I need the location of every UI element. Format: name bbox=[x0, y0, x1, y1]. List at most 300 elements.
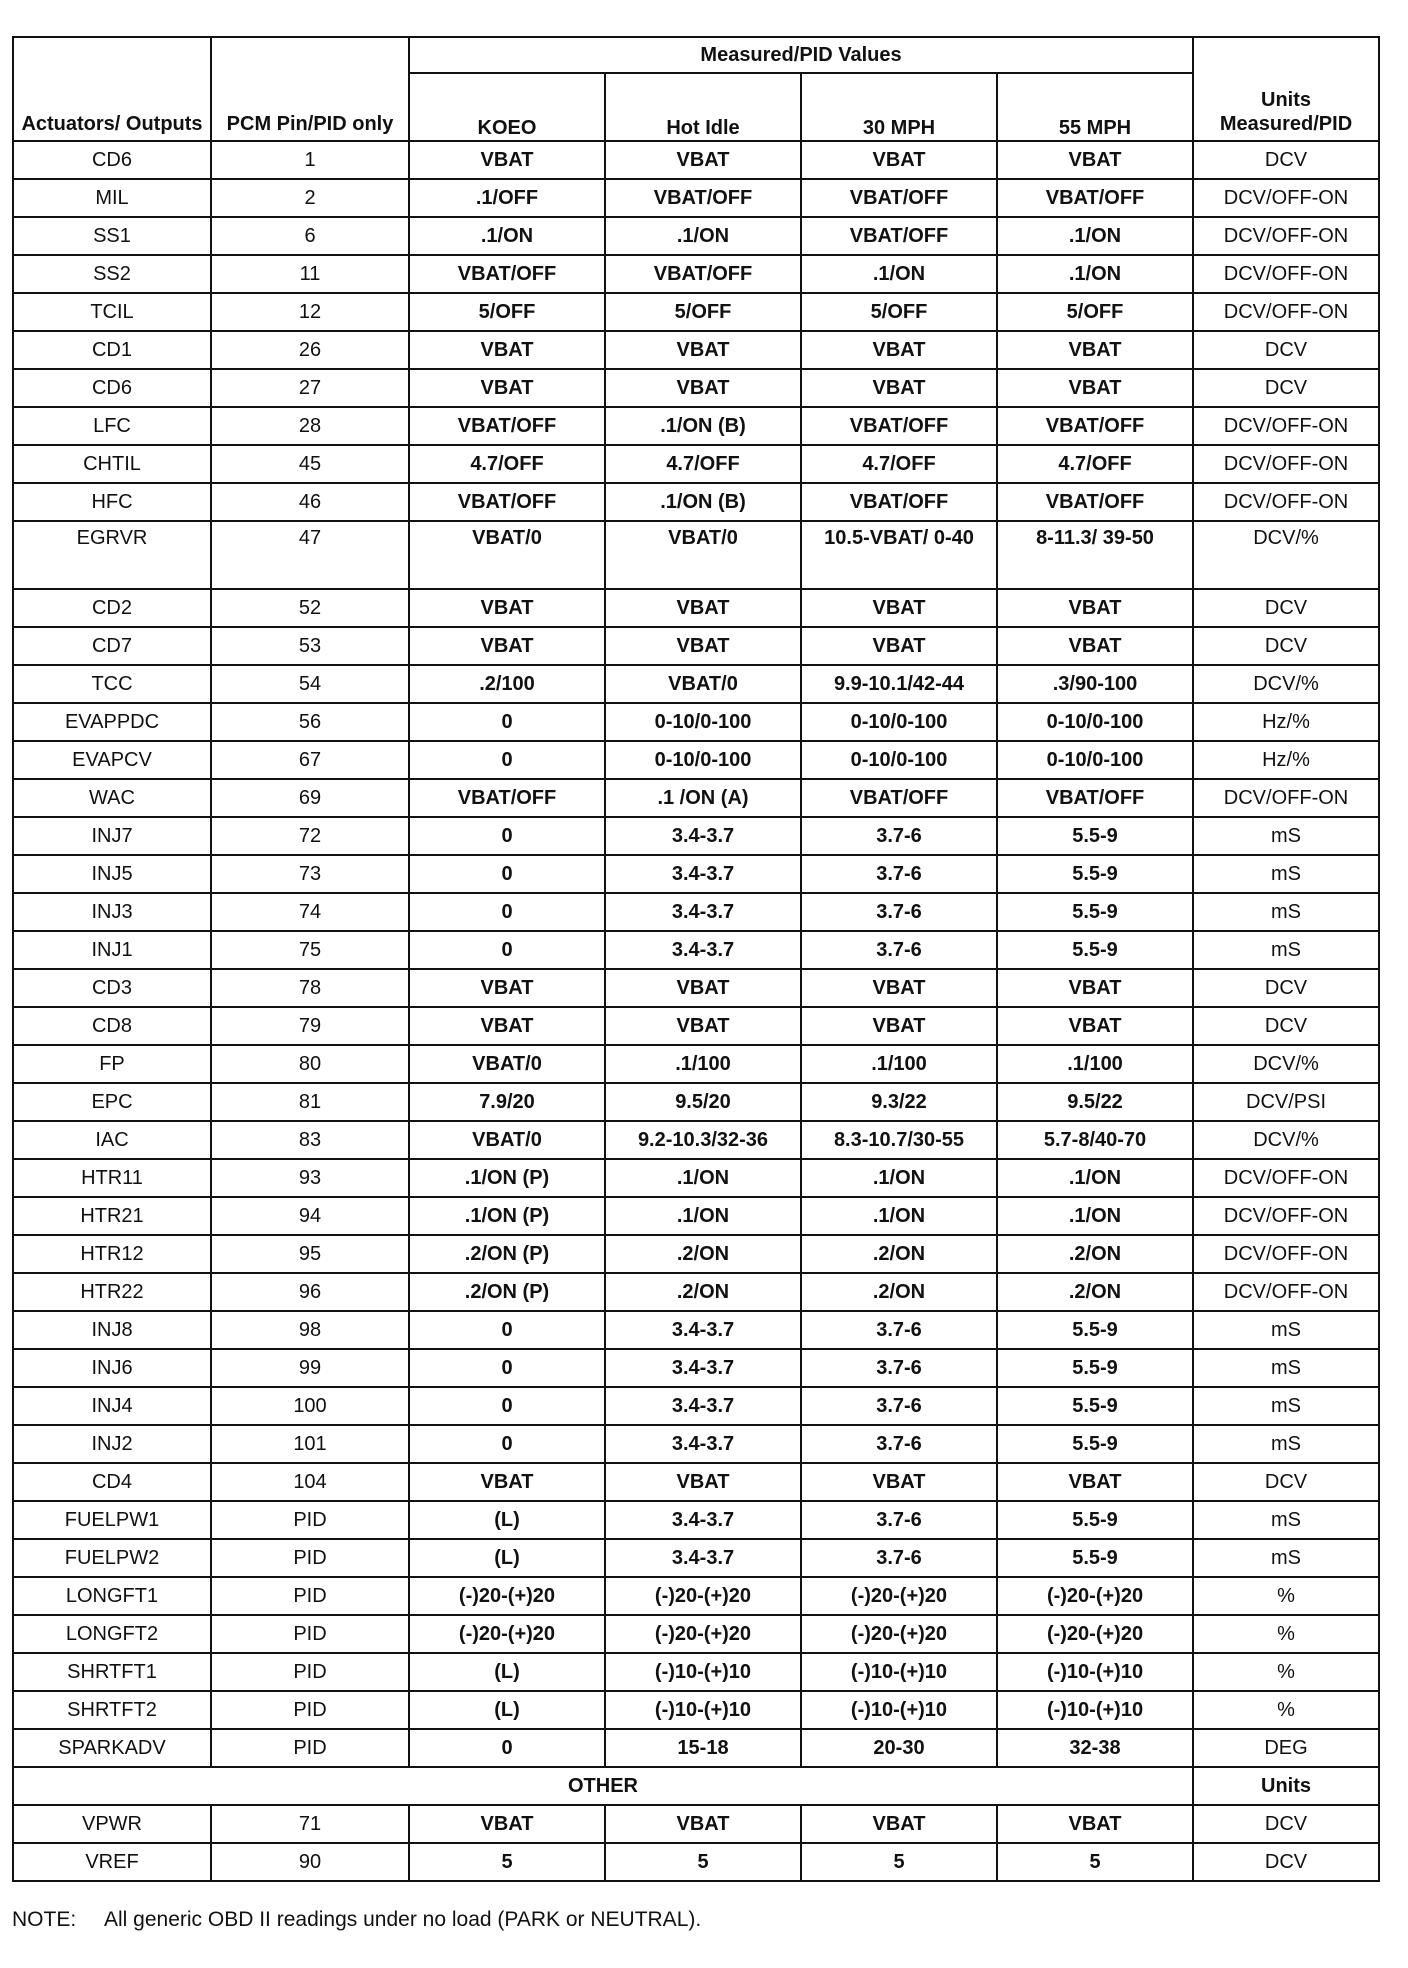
hot-idle-cell: 5 bbox=[605, 1843, 801, 1881]
pin-cell: PID bbox=[211, 1729, 409, 1767]
units-cell: DCV/OFF-ON bbox=[1193, 293, 1379, 331]
pin-cell: 53 bbox=[211, 627, 409, 665]
mph55-cell: .1/ON bbox=[997, 255, 1193, 293]
mph55-cell: (-)10-(+)10 bbox=[997, 1653, 1193, 1691]
koeo-cell: 0 bbox=[409, 741, 605, 779]
mph30-cell: 3.7-6 bbox=[801, 817, 997, 855]
pin-cell: 95 bbox=[211, 1235, 409, 1273]
koeo-cell: .1/ON bbox=[409, 217, 605, 255]
actuator-cell: HTR22 bbox=[13, 1273, 211, 1311]
koeo-cell: VBAT bbox=[409, 589, 605, 627]
table-row bbox=[13, 483, 1379, 521]
mph30-cell: VBAT bbox=[801, 369, 997, 407]
units-cell: DCV/OFF-ON bbox=[1193, 217, 1379, 255]
actuator-cell: HTR12 bbox=[13, 1235, 211, 1273]
table-row bbox=[13, 1425, 1379, 1463]
mph55-cell: VBAT bbox=[997, 627, 1193, 665]
koeo-cell: 0 bbox=[409, 1387, 605, 1425]
units-cell: DCV/OFF-ON bbox=[1193, 1273, 1379, 1311]
mph55-cell: VBAT/OFF bbox=[997, 483, 1193, 521]
mph30-cell: VBAT/OFF bbox=[801, 217, 997, 255]
koeo-cell: VBAT bbox=[409, 1463, 605, 1501]
hot-idle-cell: VBAT bbox=[605, 331, 801, 369]
hot-idle-cell: .2/ON bbox=[605, 1273, 801, 1311]
mph55-cell: .1/ON bbox=[997, 1197, 1193, 1235]
actuator-cell: CD2 bbox=[13, 589, 211, 627]
units-cell: DCV/% bbox=[1193, 521, 1379, 589]
table-body bbox=[13, 141, 1379, 1767]
actuator-cell: FUELPW1 bbox=[13, 1501, 211, 1539]
table-row bbox=[13, 665, 1379, 703]
actuator-cell: VPWR bbox=[13, 1805, 211, 1843]
table-row bbox=[13, 1045, 1379, 1083]
mph55-cell: 5.5-9 bbox=[997, 855, 1193, 893]
mph55-cell: 5.5-9 bbox=[997, 817, 1193, 855]
actuator-cell: EGRVR bbox=[13, 521, 211, 589]
mph55-cell: VBAT bbox=[997, 969, 1193, 1007]
header-koeo: KOEO bbox=[409, 73, 605, 141]
actuator-cell: SHRTFT2 bbox=[13, 1691, 211, 1729]
units-cell: Hz/% bbox=[1193, 741, 1379, 779]
hot-idle-cell: VBAT bbox=[605, 969, 801, 1007]
hot-idle-cell: VBAT bbox=[605, 141, 801, 179]
table-row bbox=[13, 1387, 1379, 1425]
actuator-cell: VREF bbox=[13, 1843, 211, 1881]
actuator-cell: HFC bbox=[13, 483, 211, 521]
mph55-cell: VBAT bbox=[997, 1805, 1193, 1843]
pin-cell: PID bbox=[211, 1539, 409, 1577]
actuator-cell: WAC bbox=[13, 779, 211, 817]
mph30-cell: .1/100 bbox=[801, 1045, 997, 1083]
units-cell: DCV bbox=[1193, 331, 1379, 369]
units-cell: DCV bbox=[1193, 1843, 1379, 1881]
mph30-cell: 3.7-6 bbox=[801, 1387, 997, 1425]
koeo-cell: (L) bbox=[409, 1653, 605, 1691]
mph55-cell: VBAT bbox=[997, 369, 1193, 407]
koeo-cell: (-)20-(+)20 bbox=[409, 1577, 605, 1615]
units-cell: DCV/OFF-ON bbox=[1193, 407, 1379, 445]
pin-cell: 75 bbox=[211, 931, 409, 969]
units-cell: mS bbox=[1193, 1425, 1379, 1463]
units-cell: DCV bbox=[1193, 369, 1379, 407]
mph30-cell: VBAT/OFF bbox=[801, 179, 997, 217]
header-hot-idle: Hot Idle bbox=[605, 73, 801, 141]
actuator-cell: EVAPCV bbox=[13, 741, 211, 779]
actuator-cell: CD8 bbox=[13, 1007, 211, 1045]
actuator-cell: IAC bbox=[13, 1121, 211, 1159]
mph30-cell: 0-10/0-100 bbox=[801, 741, 997, 779]
table-row bbox=[13, 1729, 1379, 1767]
pin-cell: PID bbox=[211, 1501, 409, 1539]
pin-cell: PID bbox=[211, 1577, 409, 1615]
pin-cell: 100 bbox=[211, 1387, 409, 1425]
mph55-cell: VBAT bbox=[997, 331, 1193, 369]
pin-cell: 46 bbox=[211, 483, 409, 521]
mph55-cell: 5.5-9 bbox=[997, 1501, 1193, 1539]
header-55mph: 55 MPH bbox=[997, 73, 1193, 141]
actuator-cell: SS2 bbox=[13, 255, 211, 293]
actuator-cell: CD6 bbox=[13, 141, 211, 179]
actuator-cell: INJ2 bbox=[13, 1425, 211, 1463]
units-cell: % bbox=[1193, 1577, 1379, 1615]
actuator-cell: EPC bbox=[13, 1083, 211, 1121]
mph30-cell: 3.7-6 bbox=[801, 931, 997, 969]
table-row bbox=[13, 1691, 1379, 1729]
units-cell: DCV/% bbox=[1193, 1121, 1379, 1159]
mph55-cell: 5.5-9 bbox=[997, 1425, 1193, 1463]
koeo-cell: 5 bbox=[409, 1843, 605, 1881]
other-header-row bbox=[13, 1767, 1379, 1805]
mph55-cell: 5.5-9 bbox=[997, 893, 1193, 931]
units-cell: DCV/OFF-ON bbox=[1193, 255, 1379, 293]
mph30-cell: 20-30 bbox=[801, 1729, 997, 1767]
koeo-cell: VBAT bbox=[409, 141, 605, 179]
actuator-cell: TCC bbox=[13, 665, 211, 703]
table-row bbox=[13, 1615, 1379, 1653]
header-pin: PCM Pin/PID only bbox=[211, 37, 409, 141]
koeo-cell: 0 bbox=[409, 1349, 605, 1387]
units-cell: Hz/% bbox=[1193, 703, 1379, 741]
hot-idle-cell: VBAT bbox=[605, 627, 801, 665]
koeo-cell: .2/ON (P) bbox=[409, 1235, 605, 1273]
mph30-cell: (-)20-(+)20 bbox=[801, 1577, 997, 1615]
hot-idle-cell: .1/ON bbox=[605, 217, 801, 255]
pin-cell: 72 bbox=[211, 817, 409, 855]
units-cell: mS bbox=[1193, 1349, 1379, 1387]
hot-idle-cell: VBAT bbox=[605, 589, 801, 627]
mph30-cell: VBAT/OFF bbox=[801, 407, 997, 445]
pin-cell: 99 bbox=[211, 1349, 409, 1387]
hot-idle-cell: (-)10-(+)10 bbox=[605, 1691, 801, 1729]
mph55-cell: 5.5-9 bbox=[997, 1349, 1193, 1387]
hot-idle-cell: .1/ON (B) bbox=[605, 407, 801, 445]
actuator-cell: INJ5 bbox=[13, 855, 211, 893]
table-row bbox=[13, 855, 1379, 893]
koeo-cell: VBAT/OFF bbox=[409, 407, 605, 445]
koeo-cell: .1/OFF bbox=[409, 179, 605, 217]
table-row bbox=[13, 1159, 1379, 1197]
mph30-cell: VBAT bbox=[801, 141, 997, 179]
koeo-cell: VBAT/0 bbox=[409, 1121, 605, 1159]
hot-idle-cell: 9.5/20 bbox=[605, 1083, 801, 1121]
mph55-cell: 5.5-9 bbox=[997, 1539, 1193, 1577]
actuator-cell: HTR21 bbox=[13, 1197, 211, 1235]
header-row-top bbox=[13, 37, 1379, 73]
table-row bbox=[13, 1121, 1379, 1159]
units-cell: DCV/OFF-ON bbox=[1193, 179, 1379, 217]
table-row bbox=[13, 521, 1379, 589]
table-row bbox=[13, 969, 1379, 1007]
table-row bbox=[13, 1235, 1379, 1273]
hot-idle-cell: VBAT bbox=[605, 1805, 801, 1843]
mph30-cell: 5/OFF bbox=[801, 293, 997, 331]
table-row bbox=[13, 589, 1379, 627]
koeo-cell: 0 bbox=[409, 817, 605, 855]
units-cell: DEG bbox=[1193, 1729, 1379, 1767]
actuator-cell: LFC bbox=[13, 407, 211, 445]
table-row bbox=[13, 703, 1379, 741]
units-cell: mS bbox=[1193, 1539, 1379, 1577]
other-section bbox=[13, 1767, 1379, 1881]
hot-idle-cell: .1/100 bbox=[605, 1045, 801, 1083]
mph55-cell: VBAT/OFF bbox=[997, 407, 1193, 445]
units-cell: DCV bbox=[1193, 141, 1379, 179]
koeo-cell: (L) bbox=[409, 1501, 605, 1539]
table-row bbox=[13, 1197, 1379, 1235]
mph30-cell: 3.7-6 bbox=[801, 893, 997, 931]
other-units-label: Units bbox=[1193, 1767, 1379, 1805]
mph55-cell: VBAT bbox=[997, 589, 1193, 627]
table-row bbox=[13, 1463, 1379, 1501]
units-cell: DCV bbox=[1193, 969, 1379, 1007]
mph55-cell: .2/ON bbox=[997, 1273, 1193, 1311]
pin-cell: 47 bbox=[211, 521, 409, 589]
koeo-cell: 7.9/20 bbox=[409, 1083, 605, 1121]
mph55-cell: 5.7-8/40-70 bbox=[997, 1121, 1193, 1159]
table-row bbox=[13, 369, 1379, 407]
koeo-cell: VBAT/OFF bbox=[409, 779, 605, 817]
note-label: NOTE: bbox=[12, 1908, 77, 1931]
koeo-cell: .2/ON (P) bbox=[409, 1273, 605, 1311]
actuator-cell: SS1 bbox=[13, 217, 211, 255]
mph55-cell: 5.5-9 bbox=[997, 931, 1193, 969]
units-cell: DCV/% bbox=[1193, 665, 1379, 703]
hot-idle-cell: (-)10-(+)10 bbox=[605, 1653, 801, 1691]
mph30-cell: 3.7-6 bbox=[801, 1349, 997, 1387]
pin-cell: 98 bbox=[211, 1311, 409, 1349]
koeo-cell: VBAT/OFF bbox=[409, 483, 605, 521]
mph30-cell: (-)10-(+)10 bbox=[801, 1653, 997, 1691]
hot-idle-cell: 3.4-3.7 bbox=[605, 1311, 801, 1349]
actuator-cell: CD3 bbox=[13, 969, 211, 1007]
pin-cell: 26 bbox=[211, 331, 409, 369]
table-row bbox=[13, 141, 1379, 179]
hot-idle-cell: 3.4-3.7 bbox=[605, 855, 801, 893]
table-row bbox=[13, 1653, 1379, 1691]
units-cell: DCV/OFF-ON bbox=[1193, 1235, 1379, 1273]
mph30-cell: VBAT/OFF bbox=[801, 779, 997, 817]
mph55-cell: VBAT/OFF bbox=[997, 179, 1193, 217]
other-label: OTHER bbox=[13, 1767, 1193, 1805]
pin-cell: 54 bbox=[211, 665, 409, 703]
koeo-cell: .1/ON (P) bbox=[409, 1197, 605, 1235]
actuator-cell: CD7 bbox=[13, 627, 211, 665]
table-row bbox=[13, 1501, 1379, 1539]
hot-idle-cell: (-)20-(+)20 bbox=[605, 1577, 801, 1615]
pin-cell: 11 bbox=[211, 255, 409, 293]
hot-idle-cell: 0-10/0-100 bbox=[605, 741, 801, 779]
pin-cell: 2 bbox=[211, 179, 409, 217]
mph55-cell: .1/ON bbox=[997, 217, 1193, 255]
koeo-cell: VBAT/0 bbox=[409, 521, 605, 589]
header-units: Units Measured/PID bbox=[1193, 37, 1379, 141]
koeo-cell: 0 bbox=[409, 893, 605, 931]
mph30-cell: 0-10/0-100 bbox=[801, 703, 997, 741]
mph30-cell: .1/ON bbox=[801, 1159, 997, 1197]
units-cell: DCV bbox=[1193, 1805, 1379, 1843]
actuator-cell: EVAPPDC bbox=[13, 703, 211, 741]
hot-idle-cell: .1/ON bbox=[605, 1197, 801, 1235]
mph30-cell: 3.7-6 bbox=[801, 1425, 997, 1463]
mph55-cell: 0-10/0-100 bbox=[997, 741, 1193, 779]
table-row bbox=[13, 1577, 1379, 1615]
pin-cell: 83 bbox=[211, 1121, 409, 1159]
mph30-cell: .2/ON bbox=[801, 1273, 997, 1311]
units-cell: DCV/OFF-ON bbox=[1193, 445, 1379, 483]
pin-cell: PID bbox=[211, 1653, 409, 1691]
actuator-cell: SPARKADV bbox=[13, 1729, 211, 1767]
hot-idle-cell: VBAT/OFF bbox=[605, 255, 801, 293]
units-cell: DCV/OFF-ON bbox=[1193, 483, 1379, 521]
table-row bbox=[13, 1843, 1379, 1881]
hot-idle-cell: 3.4-3.7 bbox=[605, 931, 801, 969]
units-cell: DCV/PSI bbox=[1193, 1083, 1379, 1121]
table-row bbox=[13, 1805, 1379, 1843]
units-cell: DCV bbox=[1193, 1463, 1379, 1501]
koeo-cell: VBAT bbox=[409, 969, 605, 1007]
koeo-cell: 0 bbox=[409, 703, 605, 741]
table-row bbox=[13, 255, 1379, 293]
units-cell: DCV/OFF-ON bbox=[1193, 779, 1379, 817]
koeo-cell: 0 bbox=[409, 1311, 605, 1349]
pin-cell: 73 bbox=[211, 855, 409, 893]
note-text: All generic OBD II readings under no load (PARK or NEUTRAL). bbox=[104, 1908, 702, 1931]
pin-cell: 74 bbox=[211, 893, 409, 931]
pin-cell: 78 bbox=[211, 969, 409, 1007]
mph55-cell: 8-11.3/ 39-50 bbox=[997, 521, 1193, 589]
units-cell: DCV bbox=[1193, 589, 1379, 627]
koeo-cell: 0 bbox=[409, 1729, 605, 1767]
actuator-cell: INJ6 bbox=[13, 1349, 211, 1387]
pin-cell: 27 bbox=[211, 369, 409, 407]
hot-idle-cell: 0-10/0-100 bbox=[605, 703, 801, 741]
units-cell: DCV/% bbox=[1193, 1045, 1379, 1083]
pin-cell: 93 bbox=[211, 1159, 409, 1197]
table-row bbox=[13, 331, 1379, 369]
actuator-cell: FUELPW2 bbox=[13, 1539, 211, 1577]
mph55-cell: 4.7/OFF bbox=[997, 445, 1193, 483]
actuator-cell: MIL bbox=[13, 179, 211, 217]
pin-cell: 96 bbox=[211, 1273, 409, 1311]
hot-idle-cell: VBAT/OFF bbox=[605, 179, 801, 217]
table-row bbox=[13, 1539, 1379, 1577]
mph30-cell: VBAT bbox=[801, 1007, 997, 1045]
mph55-cell: .3/90-100 bbox=[997, 665, 1193, 703]
mph30-cell: VBAT bbox=[801, 627, 997, 665]
actuator-cell: INJ3 bbox=[13, 893, 211, 931]
mph55-cell: .2/ON bbox=[997, 1235, 1193, 1273]
pin-cell: 79 bbox=[211, 1007, 409, 1045]
hot-idle-cell: (-)20-(+)20 bbox=[605, 1615, 801, 1653]
koeo-cell: (-)20-(+)20 bbox=[409, 1615, 605, 1653]
mph55-cell: VBAT/OFF bbox=[997, 779, 1193, 817]
footnote bbox=[12, 1908, 701, 1932]
units-cell: mS bbox=[1193, 817, 1379, 855]
mph55-cell: 9.5/22 bbox=[997, 1083, 1193, 1121]
mph55-cell: VBAT bbox=[997, 141, 1193, 179]
table-row bbox=[13, 445, 1379, 483]
actuator-cell: SHRTFT1 bbox=[13, 1653, 211, 1691]
koeo-cell: 0 bbox=[409, 1425, 605, 1463]
koeo-cell: VBAT bbox=[409, 627, 605, 665]
table-row bbox=[13, 779, 1379, 817]
mph55-cell: (-)20-(+)20 bbox=[997, 1577, 1193, 1615]
mph30-cell: 9.9-10.1/42-44 bbox=[801, 665, 997, 703]
units-cell: DCV/OFF-ON bbox=[1193, 1197, 1379, 1235]
mph55-cell: 0-10/0-100 bbox=[997, 703, 1193, 741]
mph30-cell: 10.5-VBAT/ 0-40 bbox=[801, 521, 997, 589]
mph55-cell: .1/100 bbox=[997, 1045, 1193, 1083]
hot-idle-cell: 15-18 bbox=[605, 1729, 801, 1767]
koeo-cell: VBAT/OFF bbox=[409, 255, 605, 293]
pin-cell: PID bbox=[211, 1691, 409, 1729]
hot-idle-cell: 9.2-10.3/32-36 bbox=[605, 1121, 801, 1159]
mph30-cell: .1/ON bbox=[801, 1197, 997, 1235]
units-cell: % bbox=[1193, 1615, 1379, 1653]
hot-idle-cell: 4.7/OFF bbox=[605, 445, 801, 483]
table-row bbox=[13, 1311, 1379, 1349]
actuator-cell: INJ8 bbox=[13, 1311, 211, 1349]
pcm-values-table bbox=[12, 36, 1380, 1882]
pin-cell: 101 bbox=[211, 1425, 409, 1463]
mph55-cell: 5 bbox=[997, 1843, 1193, 1881]
hot-idle-cell: .2/ON bbox=[605, 1235, 801, 1273]
mph30-cell: VBAT bbox=[801, 589, 997, 627]
hot-idle-cell: 3.4-3.7 bbox=[605, 893, 801, 931]
actuator-cell: CHTIL bbox=[13, 445, 211, 483]
actuator-cell: HTR11 bbox=[13, 1159, 211, 1197]
mph30-cell: .1/ON bbox=[801, 255, 997, 293]
mph55-cell: 5/OFF bbox=[997, 293, 1193, 331]
units-cell: mS bbox=[1193, 855, 1379, 893]
table-row bbox=[13, 627, 1379, 665]
hot-idle-cell: 5/OFF bbox=[605, 293, 801, 331]
hot-idle-cell: VBAT/0 bbox=[605, 521, 801, 589]
hot-idle-cell: .1 /ON (A) bbox=[605, 779, 801, 817]
koeo-cell: .1/ON (P) bbox=[409, 1159, 605, 1197]
actuator-cell: CD6 bbox=[13, 369, 211, 407]
koeo-cell: VBAT bbox=[409, 331, 605, 369]
pin-cell: 12 bbox=[211, 293, 409, 331]
hot-idle-cell: VBAT bbox=[605, 1007, 801, 1045]
units-cell: DCV/OFF-ON bbox=[1193, 1159, 1379, 1197]
mph55-cell: 5.5-9 bbox=[997, 1311, 1193, 1349]
koeo-cell: VBAT bbox=[409, 369, 605, 407]
table-row bbox=[13, 1007, 1379, 1045]
mph30-cell: 3.7-6 bbox=[801, 1539, 997, 1577]
table-row bbox=[13, 893, 1379, 931]
spec-table-wrapper bbox=[12, 36, 1378, 1882]
units-cell: DCV bbox=[1193, 627, 1379, 665]
mph55-cell: VBAT bbox=[997, 1463, 1193, 1501]
pin-cell: 81 bbox=[211, 1083, 409, 1121]
hot-idle-cell: .1/ON (B) bbox=[605, 483, 801, 521]
units-cell: mS bbox=[1193, 1311, 1379, 1349]
actuator-cell: INJ7 bbox=[13, 817, 211, 855]
hot-idle-cell: 3.4-3.7 bbox=[605, 817, 801, 855]
table-row bbox=[13, 217, 1379, 255]
pin-cell: 56 bbox=[211, 703, 409, 741]
mph30-cell: (-)10-(+)10 bbox=[801, 1691, 997, 1729]
actuator-cell: FP bbox=[13, 1045, 211, 1083]
koeo-cell: VBAT/0 bbox=[409, 1045, 605, 1083]
mph30-cell: (-)20-(+)20 bbox=[801, 1615, 997, 1653]
mph30-cell: VBAT/OFF bbox=[801, 483, 997, 521]
mph55-cell: .1/ON bbox=[997, 1159, 1193, 1197]
mph55-cell: 32-38 bbox=[997, 1729, 1193, 1767]
table-row bbox=[13, 1083, 1379, 1121]
units-cell: mS bbox=[1193, 931, 1379, 969]
